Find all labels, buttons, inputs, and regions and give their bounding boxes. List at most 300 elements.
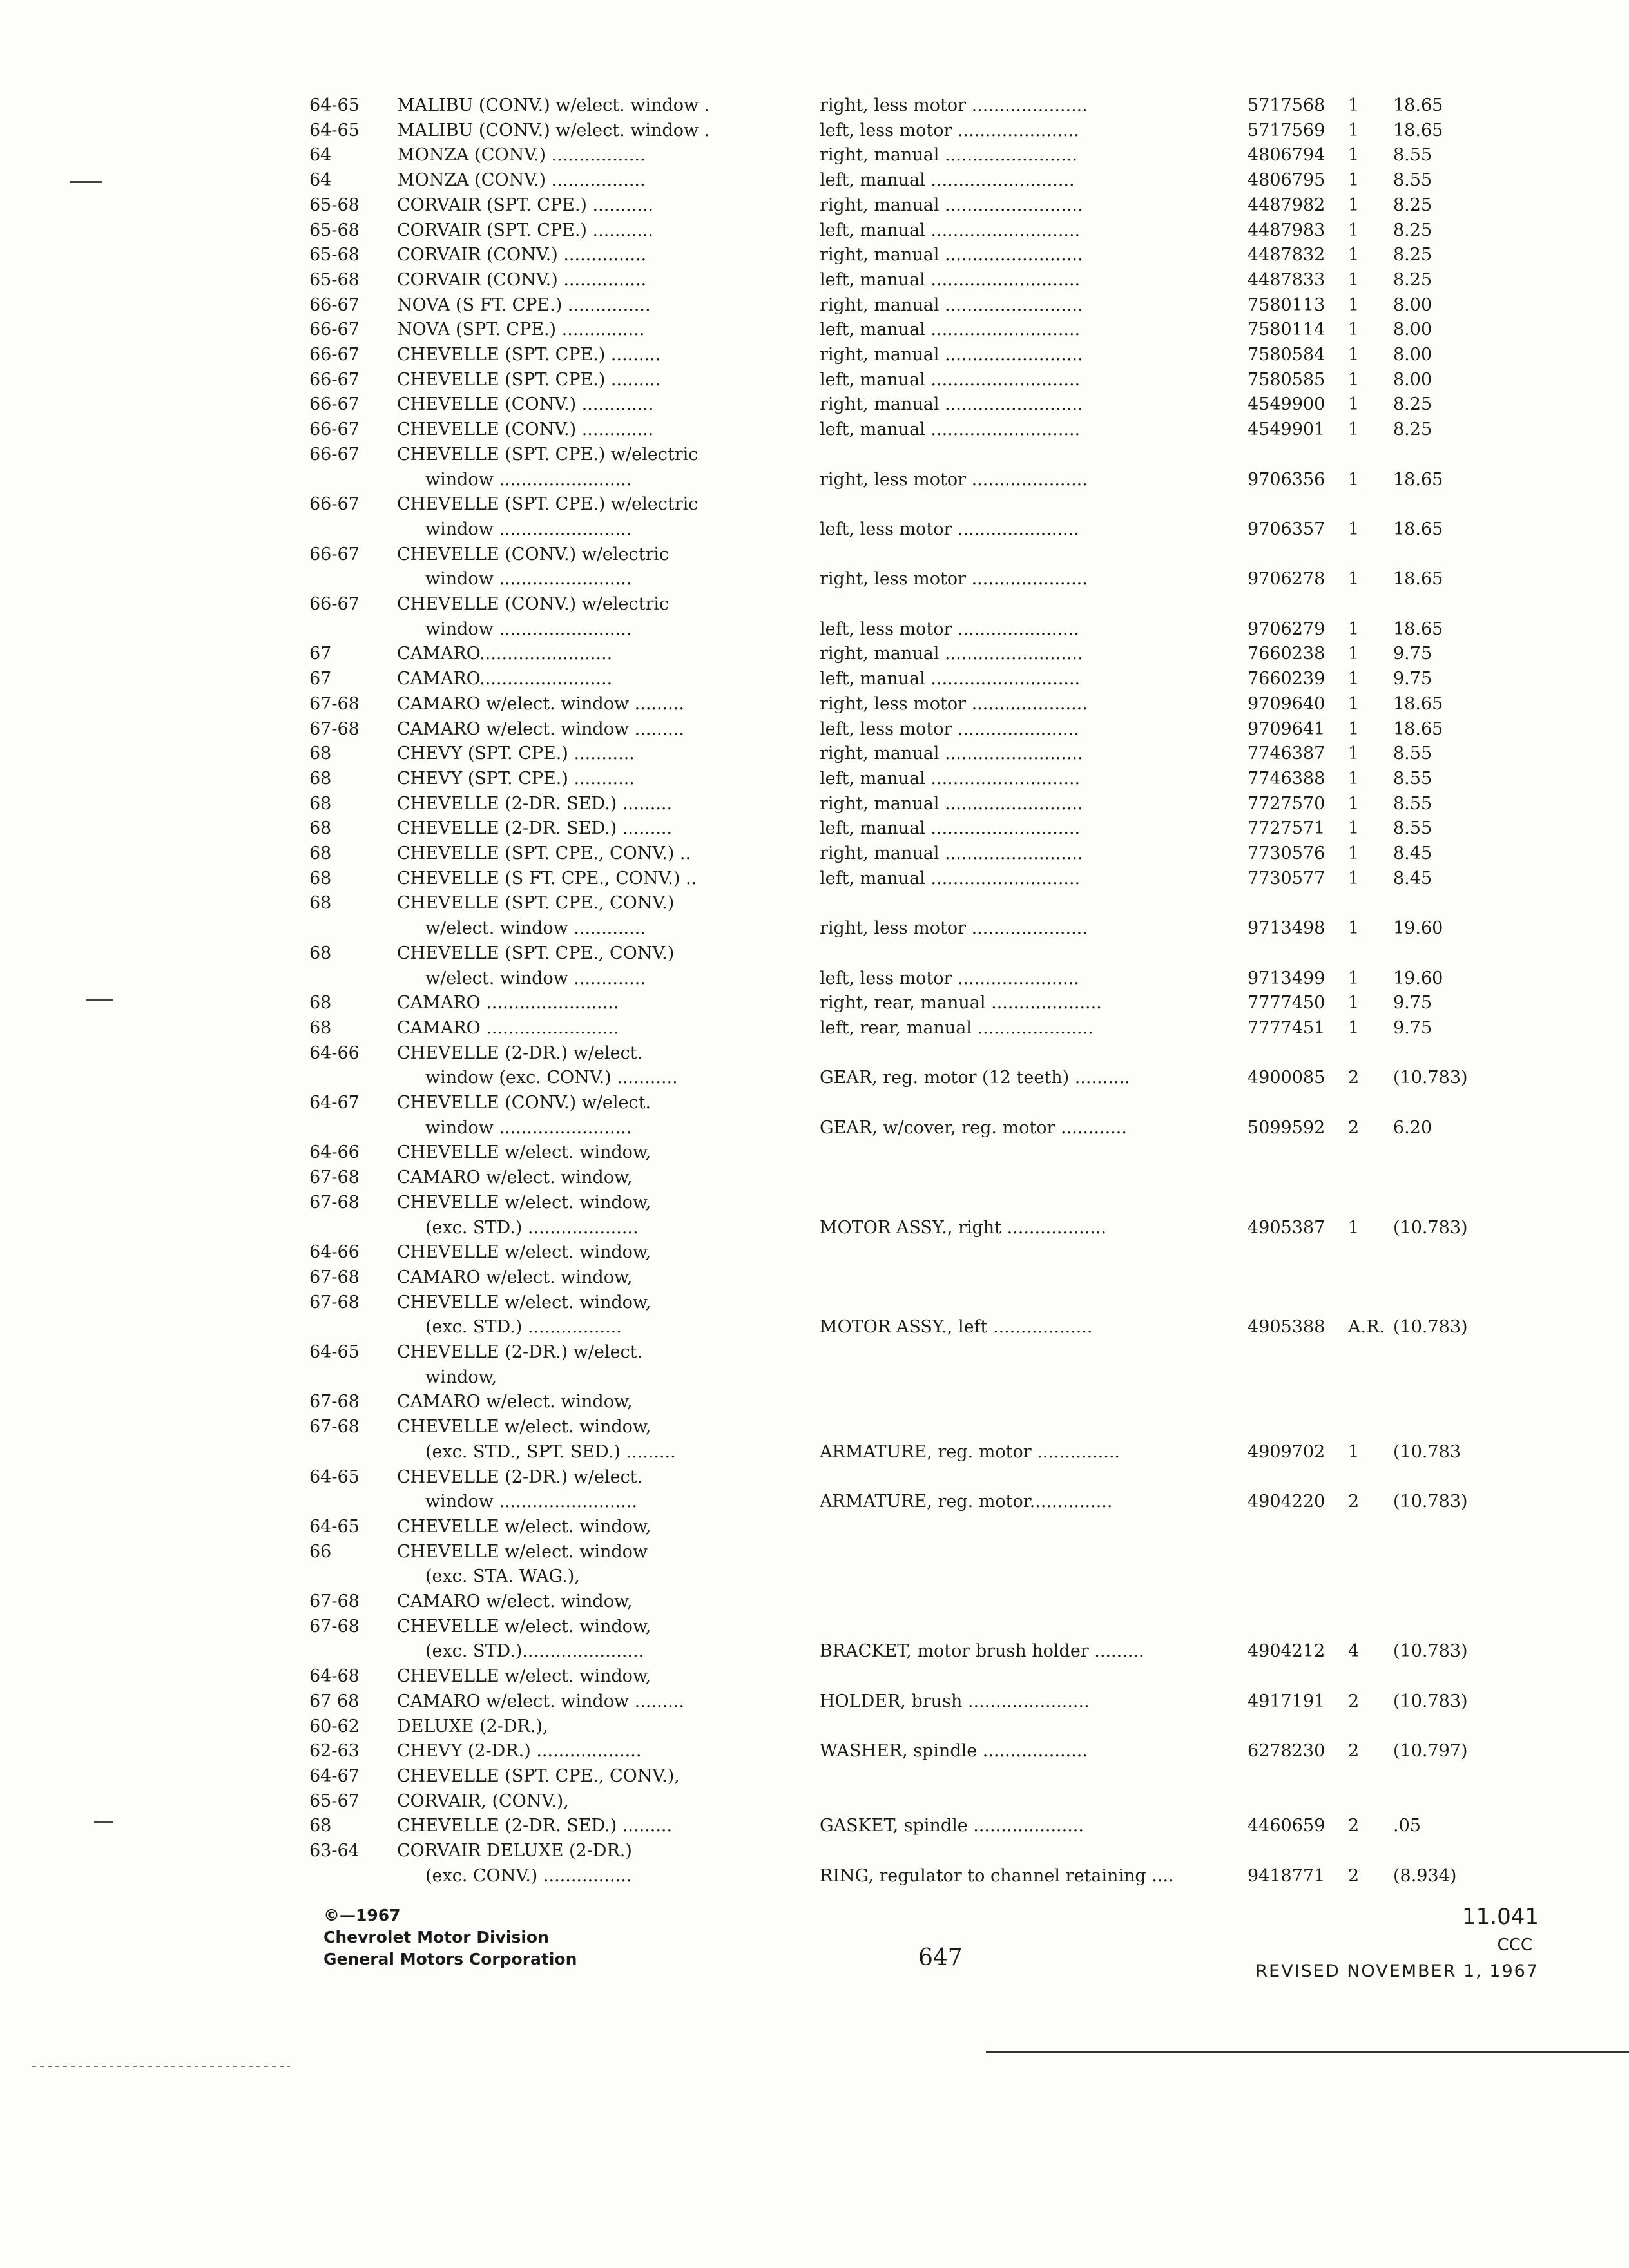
model-year: 64-66 <box>309 1043 360 1063</box>
section-number: 11.041 <box>1462 1904 1539 1930</box>
model-year: 64-66 <box>309 1142 360 1163</box>
model-name: (exc. STD.)...................... <box>425 1641 644 1662</box>
corporation-name: General Motors Corporation <box>323 1950 577 1968</box>
part-number: 9713498 <box>1248 918 1325 939</box>
part-description: MOTOR ASSY., right .................. <box>820 1217 1107 1238</box>
quantity: 1 <box>1348 619 1360 639</box>
model-name: CAMARO........................ <box>397 644 613 664</box>
part-description: left, manual ........................... <box>820 320 1081 340</box>
part-description: left, less motor ...................... <box>820 619 1079 639</box>
section-code: CCC <box>1497 1936 1532 1955</box>
part-description: right, manual ......................... <box>820 195 1083 215</box>
price: 6.20 <box>1393 1117 1432 1138</box>
part-description: right, manual ......................... <box>820 843 1083 863</box>
model-name: NOVA (SPT. CPE.) ............... <box>397 320 645 340</box>
model-year: 67 <box>309 644 332 664</box>
model-year: 65-68 <box>309 220 360 240</box>
model-name: CHEVELLE (2-DR.) w/elect. <box>397 1043 643 1063</box>
model-name: MONZA (CONV.) ................. <box>397 145 646 166</box>
part-number: 7580113 <box>1248 294 1325 315</box>
model-year: 67 68 <box>309 1691 360 1711</box>
revision-date: REVISED NOVEMBER 1, 1967 <box>1255 1961 1539 1981</box>
part-description: left, less motor ...................... <box>820 120 1079 140</box>
price: 8.55 <box>1393 768 1432 789</box>
part-number: 4904212 <box>1248 1641 1325 1662</box>
model-name: CHEVELLE (2-DR.) w/elect. <box>397 1342 643 1362</box>
model-year: 66-67 <box>309 369 360 390</box>
model-name: CHEVELLE (2-DR. SED.) ......... <box>397 793 673 814</box>
quantity: 1 <box>1348 469 1360 490</box>
model-name: CHEVELLE (SPT. CPE.) ......... <box>397 369 661 390</box>
quantity: 1 <box>1348 968 1360 988</box>
price: 8.25 <box>1393 245 1432 265</box>
model-year: 60-62 <box>309 1716 360 1736</box>
part-description: BRACKET, motor brush holder ......... <box>820 1641 1144 1662</box>
part-description: left, less motor ...................... <box>820 718 1079 739</box>
model-year: 68 <box>309 993 332 1014</box>
price: 8.45 <box>1393 843 1432 863</box>
price: (10.783) <box>1393 1691 1468 1711</box>
quantity: 1 <box>1348 993 1360 1014</box>
model-year: 67-68 <box>309 1417 360 1437</box>
model-name: CAMARO w/elect. window, <box>397 1591 633 1611</box>
model-name: (exc. STD.) ................. <box>425 1317 622 1338</box>
price: 18.65 <box>1393 569 1443 590</box>
model-name: NOVA (S FT. CPE.) ............... <box>397 294 651 315</box>
model-year: 66-67 <box>309 394 360 415</box>
part-description: right, manual ......................... <box>820 394 1083 415</box>
model-name: CHEVELLE (SPT. CPE.) w/electric <box>397 444 699 465</box>
part-description: right, manual ......................... <box>820 644 1083 664</box>
part-number: 4905388 <box>1248 1317 1325 1338</box>
price: (10.783) <box>1393 1068 1468 1088</box>
quantity: 1 <box>1348 669 1360 689</box>
quantity: 1 <box>1348 843 1360 863</box>
part-number: 4460659 <box>1248 1816 1325 1836</box>
part-description: right, less motor ..................... <box>820 469 1088 490</box>
price: (10.783) <box>1393 1641 1468 1662</box>
quantity: 1 <box>1348 195 1360 215</box>
model-name: CHEVELLE (CONV.) ............. <box>397 419 654 440</box>
model-name: CHEVELLE (SPT. CPE.) w/electric <box>397 494 699 515</box>
part-description: left, manual ........................... <box>820 669 1081 689</box>
model-year: 66-67 <box>309 345 360 365</box>
model-name: CAMARO w/elect. window ......... <box>397 718 684 739</box>
part-description: right, less motor ..................... <box>820 918 1088 939</box>
model-name: CAMARO w/elect. window ......... <box>397 1691 684 1711</box>
model-name: CHEVELLE (SPT. CPE., CONV.) .. <box>397 843 691 863</box>
model-name: CHEVELLE w/elect. window <box>397 1541 648 1562</box>
price: 18.65 <box>1393 693 1443 714</box>
price: (10.783) <box>1393 1317 1468 1338</box>
price: 8.55 <box>1393 145 1432 166</box>
model-name: CHEVELLE (CONV.) w/electric <box>397 594 670 614</box>
model-name: CHEVELLE w/elect. window, <box>397 1417 651 1437</box>
model-year: 68 <box>309 768 332 789</box>
model-year: 66-67 <box>309 294 360 315</box>
model-year: 64-65 <box>309 1342 360 1362</box>
part-description: right, rear, manual .................... <box>820 993 1102 1014</box>
model-year: 66 <box>309 1541 332 1562</box>
price: 8.25 <box>1393 195 1432 215</box>
part-number: 4487832 <box>1248 245 1325 265</box>
model-name: CORVAIR DELUXE (2-DR.) <box>397 1841 632 1861</box>
price: (10.783 <box>1393 1441 1461 1462</box>
part-description: left, manual ........................... <box>820 768 1081 789</box>
model-name: CORVAIR (CONV.) ............... <box>397 269 647 290</box>
model-year: 68 <box>309 1017 332 1038</box>
model-name: CAMARO w/elect. window ......... <box>397 693 684 714</box>
part-number: 9706357 <box>1248 519 1325 539</box>
price: (10.797) <box>1393 1741 1468 1762</box>
price: 9.75 <box>1393 1017 1432 1038</box>
model-name: CORVAIR (SPT. CPE.) ........... <box>397 195 653 215</box>
model-name: w/elect. window ............. <box>425 968 646 988</box>
model-name: CORVAIR, (CONV.), <box>397 1791 569 1811</box>
quantity: 1 <box>1348 744 1360 764</box>
part-description: right, manual ......................... <box>820 744 1083 764</box>
price: 8.00 <box>1393 345 1432 365</box>
price: 8.00 <box>1393 294 1432 315</box>
part-description: right, manual ......................... <box>820 793 1083 814</box>
model-name: MALIBU (CONV.) w/elect. window . <box>397 95 710 115</box>
model-year: 64-65 <box>309 120 360 140</box>
price: (10.783) <box>1393 1217 1468 1238</box>
part-number: 9706279 <box>1248 619 1325 639</box>
part-number: 7746387 <box>1248 744 1325 764</box>
punch-mark <box>86 999 113 1001</box>
model-name: CAMARO w/elect. window, <box>397 1168 633 1188</box>
model-name: MONZA (CONV.) ................. <box>397 170 646 191</box>
quantity: 1 <box>1348 1217 1360 1238</box>
part-description: right, less motor ..................... <box>820 693 1088 714</box>
quantity: 2 <box>1348 1691 1360 1711</box>
quantity: 1 <box>1348 369 1360 390</box>
price: 8.45 <box>1393 868 1432 889</box>
price: 18.65 <box>1393 95 1443 115</box>
part-number: 5717568 <box>1248 95 1325 115</box>
model-name: CHEVELLE (SPT. CPE.) ......... <box>397 345 661 365</box>
price: 8.25 <box>1393 394 1432 415</box>
model-year: 66-67 <box>309 544 360 564</box>
quantity: 1 <box>1348 95 1360 115</box>
price: 18.65 <box>1393 718 1443 739</box>
part-description: RING, regulator to channel retaining .... <box>820 1865 1174 1886</box>
copyright: ©—1967 <box>323 1906 401 1925</box>
model-year: 65-67 <box>309 1791 360 1811</box>
part-description: left, manual ........................... <box>820 220 1081 240</box>
model-year: 68 <box>309 793 332 814</box>
part-number: 7777451 <box>1248 1017 1325 1038</box>
quantity: 1 <box>1348 1017 1360 1038</box>
part-description: left, manual .......................... <box>820 170 1075 191</box>
model-year: 65-68 <box>309 195 360 215</box>
model-year: 65-68 <box>309 245 360 265</box>
model-name: CHEVELLE (2-DR.) w/elect. <box>397 1466 643 1487</box>
model-name: window ........................ <box>425 569 632 590</box>
model-year: 64 <box>309 170 332 191</box>
model-name: CHEVELLE w/elect. window, <box>397 1242 651 1263</box>
part-description: right, manual ......................... <box>820 294 1083 315</box>
quantity: 1 <box>1348 644 1360 664</box>
model-year: 68 <box>309 868 332 889</box>
model-name: window ........................ <box>425 1117 632 1138</box>
quantity: 1 <box>1348 294 1360 315</box>
model-name: (exc. CONV.) ................ <box>425 1865 632 1886</box>
price: 9.75 <box>1393 644 1432 664</box>
model-year: 67-68 <box>309 1292 360 1312</box>
model-year: 68 <box>309 843 332 863</box>
model-name: (exc. STD., SPT. SED.) ......... <box>425 1441 676 1462</box>
model-name: CHEVELLE w/elect. window, <box>397 1192 651 1213</box>
model-name: CHEVELLE (2-DR. SED.) ......... <box>397 818 673 839</box>
model-year: 66-67 <box>309 594 360 614</box>
quantity: 1 <box>1348 793 1360 814</box>
price: 8.25 <box>1393 269 1432 290</box>
model-year: 65-68 <box>309 269 360 290</box>
model-year: 67-68 <box>309 693 360 714</box>
quantity: 1 <box>1348 768 1360 789</box>
part-number: 4487833 <box>1248 269 1325 290</box>
price: 9.75 <box>1393 669 1432 689</box>
part-number: 4549900 <box>1248 394 1325 415</box>
part-number: 7727570 <box>1248 793 1325 814</box>
price: 8.55 <box>1393 744 1432 764</box>
part-description: left, manual ........................... <box>820 369 1081 390</box>
price: (10.783) <box>1393 1492 1468 1512</box>
model-name: window, <box>425 1367 497 1387</box>
model-year: 64-65 <box>309 1516 360 1537</box>
part-number: 9706278 <box>1248 569 1325 590</box>
model-year: 66-67 <box>309 419 360 440</box>
part-number: 4905387 <box>1248 1217 1325 1238</box>
part-number: 4904220 <box>1248 1492 1325 1512</box>
part-number: 7580584 <box>1248 345 1325 365</box>
price: 8.00 <box>1393 369 1432 390</box>
model-name: window (exc. CONV.) ........... <box>425 1068 678 1088</box>
part-number: 5099592 <box>1248 1117 1325 1138</box>
part-description: right, manual ........................ <box>820 145 1078 166</box>
punch-mark <box>94 1821 113 1823</box>
part-number: 6278230 <box>1248 1741 1325 1762</box>
part-number: 7580114 <box>1248 320 1325 340</box>
model-name: CHEVELLE (S FT. CPE., CONV.) .. <box>397 868 697 889</box>
model-year: 64-67 <box>309 1765 360 1786</box>
model-year: 66-67 <box>309 494 360 515</box>
part-number: 7580585 <box>1248 369 1325 390</box>
model-year: 62-63 <box>309 1741 360 1762</box>
part-description: right, less motor ..................... <box>820 95 1088 115</box>
model-year: 67-68 <box>309 1267 360 1287</box>
part-description: left, rear, manual ..................... <box>820 1017 1094 1038</box>
model-year: 64-67 <box>309 1093 360 1113</box>
punch-mark <box>70 181 102 183</box>
model-name: w/elect. window ............. <box>425 918 646 939</box>
model-name: CAMARO........................ <box>397 669 613 689</box>
quantity: 1 <box>1348 519 1360 539</box>
part-description: GEAR, w/cover, reg. motor ............ <box>820 1117 1127 1138</box>
model-year: 67 <box>309 669 332 689</box>
part-description: left, manual ........................... <box>820 818 1081 839</box>
quantity: 1 <box>1348 693 1360 714</box>
quantity: 2 <box>1348 1865 1360 1886</box>
part-description: left, manual ........................... <box>820 868 1081 889</box>
bottom-rule <box>986 2051 1629 2053</box>
model-year: 68 <box>309 818 332 839</box>
model-name: window ........................ <box>425 619 632 639</box>
part-number: 4487982 <box>1248 195 1325 215</box>
part-description: left, less motor ...................... <box>820 968 1079 988</box>
model-name: CHEVELLE w/elect. window, <box>397 1616 651 1637</box>
model-year: 64-66 <box>309 1242 360 1263</box>
quantity: 1 <box>1348 918 1360 939</box>
model-year: 68 <box>309 893 332 914</box>
quantity: 1 <box>1348 394 1360 415</box>
price: 19.60 <box>1393 918 1443 939</box>
part-description: WASHER, spindle ................... <box>820 1741 1088 1762</box>
model-year: 66-67 <box>309 320 360 340</box>
price: 18.65 <box>1393 469 1443 490</box>
quantity: 2 <box>1348 1492 1360 1512</box>
part-number: 4917191 <box>1248 1691 1325 1711</box>
quantity: 1 <box>1348 145 1360 166</box>
model-name: CHEVELLE (SPT. CPE., CONV.) <box>397 893 675 914</box>
part-description: GEAR, reg. motor (12 teeth) .......... <box>820 1068 1130 1088</box>
part-number: 4549901 <box>1248 419 1325 440</box>
model-name: CHEVELLE w/elect. window, <box>397 1516 651 1537</box>
model-year: 67-68 <box>309 1616 360 1637</box>
part-number: 4487983 <box>1248 220 1325 240</box>
model-year: 68 <box>309 943 332 963</box>
model-name: CHEVELLE w/elect. window, <box>397 1292 651 1312</box>
part-number: 7777450 <box>1248 993 1325 1014</box>
model-year: 63-64 <box>309 1841 360 1861</box>
model-year: 67-68 <box>309 1392 360 1412</box>
part-description: GASKET, spindle .................... <box>820 1816 1084 1836</box>
model-name: (exc. STD.) .................... <box>425 1217 639 1238</box>
model-year: 66-67 <box>309 444 360 465</box>
model-name: CHEVELLE (CONV.) w/elect. <box>397 1093 651 1113</box>
model-name: CAMARO ........................ <box>397 1017 619 1038</box>
part-description: right, less motor ..................... <box>820 569 1088 590</box>
model-name: CORVAIR (CONV.) ............... <box>397 245 647 265</box>
model-name: CAMARO w/elect. window, <box>397 1267 633 1287</box>
quantity: 1 <box>1348 320 1360 340</box>
price: (8.934) <box>1393 1865 1457 1886</box>
quantity: 2 <box>1348 1117 1360 1138</box>
model-year: 67-68 <box>309 1192 360 1213</box>
model-name: CHEVY (SPT. CPE.) ........... <box>397 768 635 789</box>
part-description: right, manual ......................... <box>820 245 1083 265</box>
model-year: 64 <box>309 145 332 166</box>
quantity: 1 <box>1348 1441 1360 1462</box>
model-name: window ......................... <box>425 1492 637 1512</box>
price: 8.55 <box>1393 793 1432 814</box>
part-number: 4900085 <box>1248 1068 1325 1088</box>
price: 9.75 <box>1393 993 1432 1014</box>
price: 8.25 <box>1393 419 1432 440</box>
part-number: 9713499 <box>1248 968 1325 988</box>
model-year: 64-65 <box>309 1466 360 1487</box>
part-number: 7660238 <box>1248 644 1325 664</box>
part-number: 7660239 <box>1248 669 1325 689</box>
price: 8.25 <box>1393 220 1432 240</box>
part-number: 9706356 <box>1248 469 1325 490</box>
quantity: 2 <box>1348 1816 1360 1836</box>
price: 8.55 <box>1393 818 1432 839</box>
model-name: CHEVY (SPT. CPE.) ........... <box>397 744 635 764</box>
part-number: 4806794 <box>1248 145 1325 166</box>
price: 19.60 <box>1393 968 1443 988</box>
model-year: 67-68 <box>309 718 360 739</box>
part-number: 5717569 <box>1248 120 1325 140</box>
model-name: CAMARO ........................ <box>397 993 619 1014</box>
model-name: (exc. STA. WAG.), <box>425 1566 580 1587</box>
model-name: CHEVELLE (SPT. CPE., CONV.), <box>397 1765 680 1786</box>
quantity: 1 <box>1348 718 1360 739</box>
part-description: MOTOR ASSY., left .................. <box>820 1317 1093 1338</box>
quantity: 2 <box>1348 1068 1360 1088</box>
part-number: 7746388 <box>1248 768 1325 789</box>
part-number: 9709641 <box>1248 718 1325 739</box>
price: 8.55 <box>1393 170 1432 191</box>
quantity: 1 <box>1348 419 1360 440</box>
quantity: 1 <box>1348 245 1360 265</box>
model-name: window ........................ <box>425 469 632 490</box>
model-name: CHEVELLE (SPT. CPE., CONV.) <box>397 943 675 963</box>
quantity: 4 <box>1348 1641 1360 1662</box>
quantity: A.R. <box>1348 1317 1385 1338</box>
price: 8.00 <box>1393 320 1432 340</box>
part-number: 4806795 <box>1248 170 1325 191</box>
model-name: window ........................ <box>425 519 632 539</box>
model-name: CHEVELLE w/elect. window, <box>397 1666 651 1687</box>
part-number: 7730577 <box>1248 868 1325 889</box>
model-year: 64-68 <box>309 1666 360 1687</box>
model-name: DELUXE (2-DR.), <box>397 1716 548 1736</box>
model-name: CHEVELLE (CONV.) w/electric <box>397 544 670 564</box>
quantity: 1 <box>1348 818 1360 839</box>
quantity: 1 <box>1348 569 1360 590</box>
part-number: 7727571 <box>1248 818 1325 839</box>
part-description: ARMATURE, reg. motor ............... <box>820 1441 1120 1462</box>
quantity: 1 <box>1348 120 1360 140</box>
model-name: CHEVELLE w/elect. window, <box>397 1142 651 1163</box>
quantity: 1 <box>1348 345 1360 365</box>
part-description: ARMATURE, reg. motor............... <box>820 1492 1113 1512</box>
division-name: Chevrolet Motor Division <box>323 1928 549 1946</box>
quantity: 2 <box>1348 1741 1360 1762</box>
page-number: 647 <box>918 1945 963 1971</box>
part-description: HOLDER, brush ...................... <box>820 1691 1090 1711</box>
model-name: CHEVELLE (CONV.) ............. <box>397 394 654 415</box>
price: .05 <box>1393 1816 1421 1836</box>
part-description: left, manual ........................... <box>820 419 1081 440</box>
part-number: 4909702 <box>1248 1441 1325 1462</box>
part-description: right, manual ......................... <box>820 345 1083 365</box>
quantity: 1 <box>1348 170 1360 191</box>
part-number: 9418771 <box>1248 1865 1325 1886</box>
model-year: 67-68 <box>309 1591 360 1611</box>
price: 18.65 <box>1393 619 1443 639</box>
model-name: CORVAIR (SPT. CPE.) ........... <box>397 220 653 240</box>
model-name: CHEVY (2-DR.) ................... <box>397 1741 642 1762</box>
model-name: MALIBU (CONV.) w/elect. window . <box>397 120 710 140</box>
part-number: 9709640 <box>1248 693 1325 714</box>
quantity: 1 <box>1348 868 1360 889</box>
price: 18.65 <box>1393 120 1443 140</box>
model-year: 68 <box>309 744 332 764</box>
